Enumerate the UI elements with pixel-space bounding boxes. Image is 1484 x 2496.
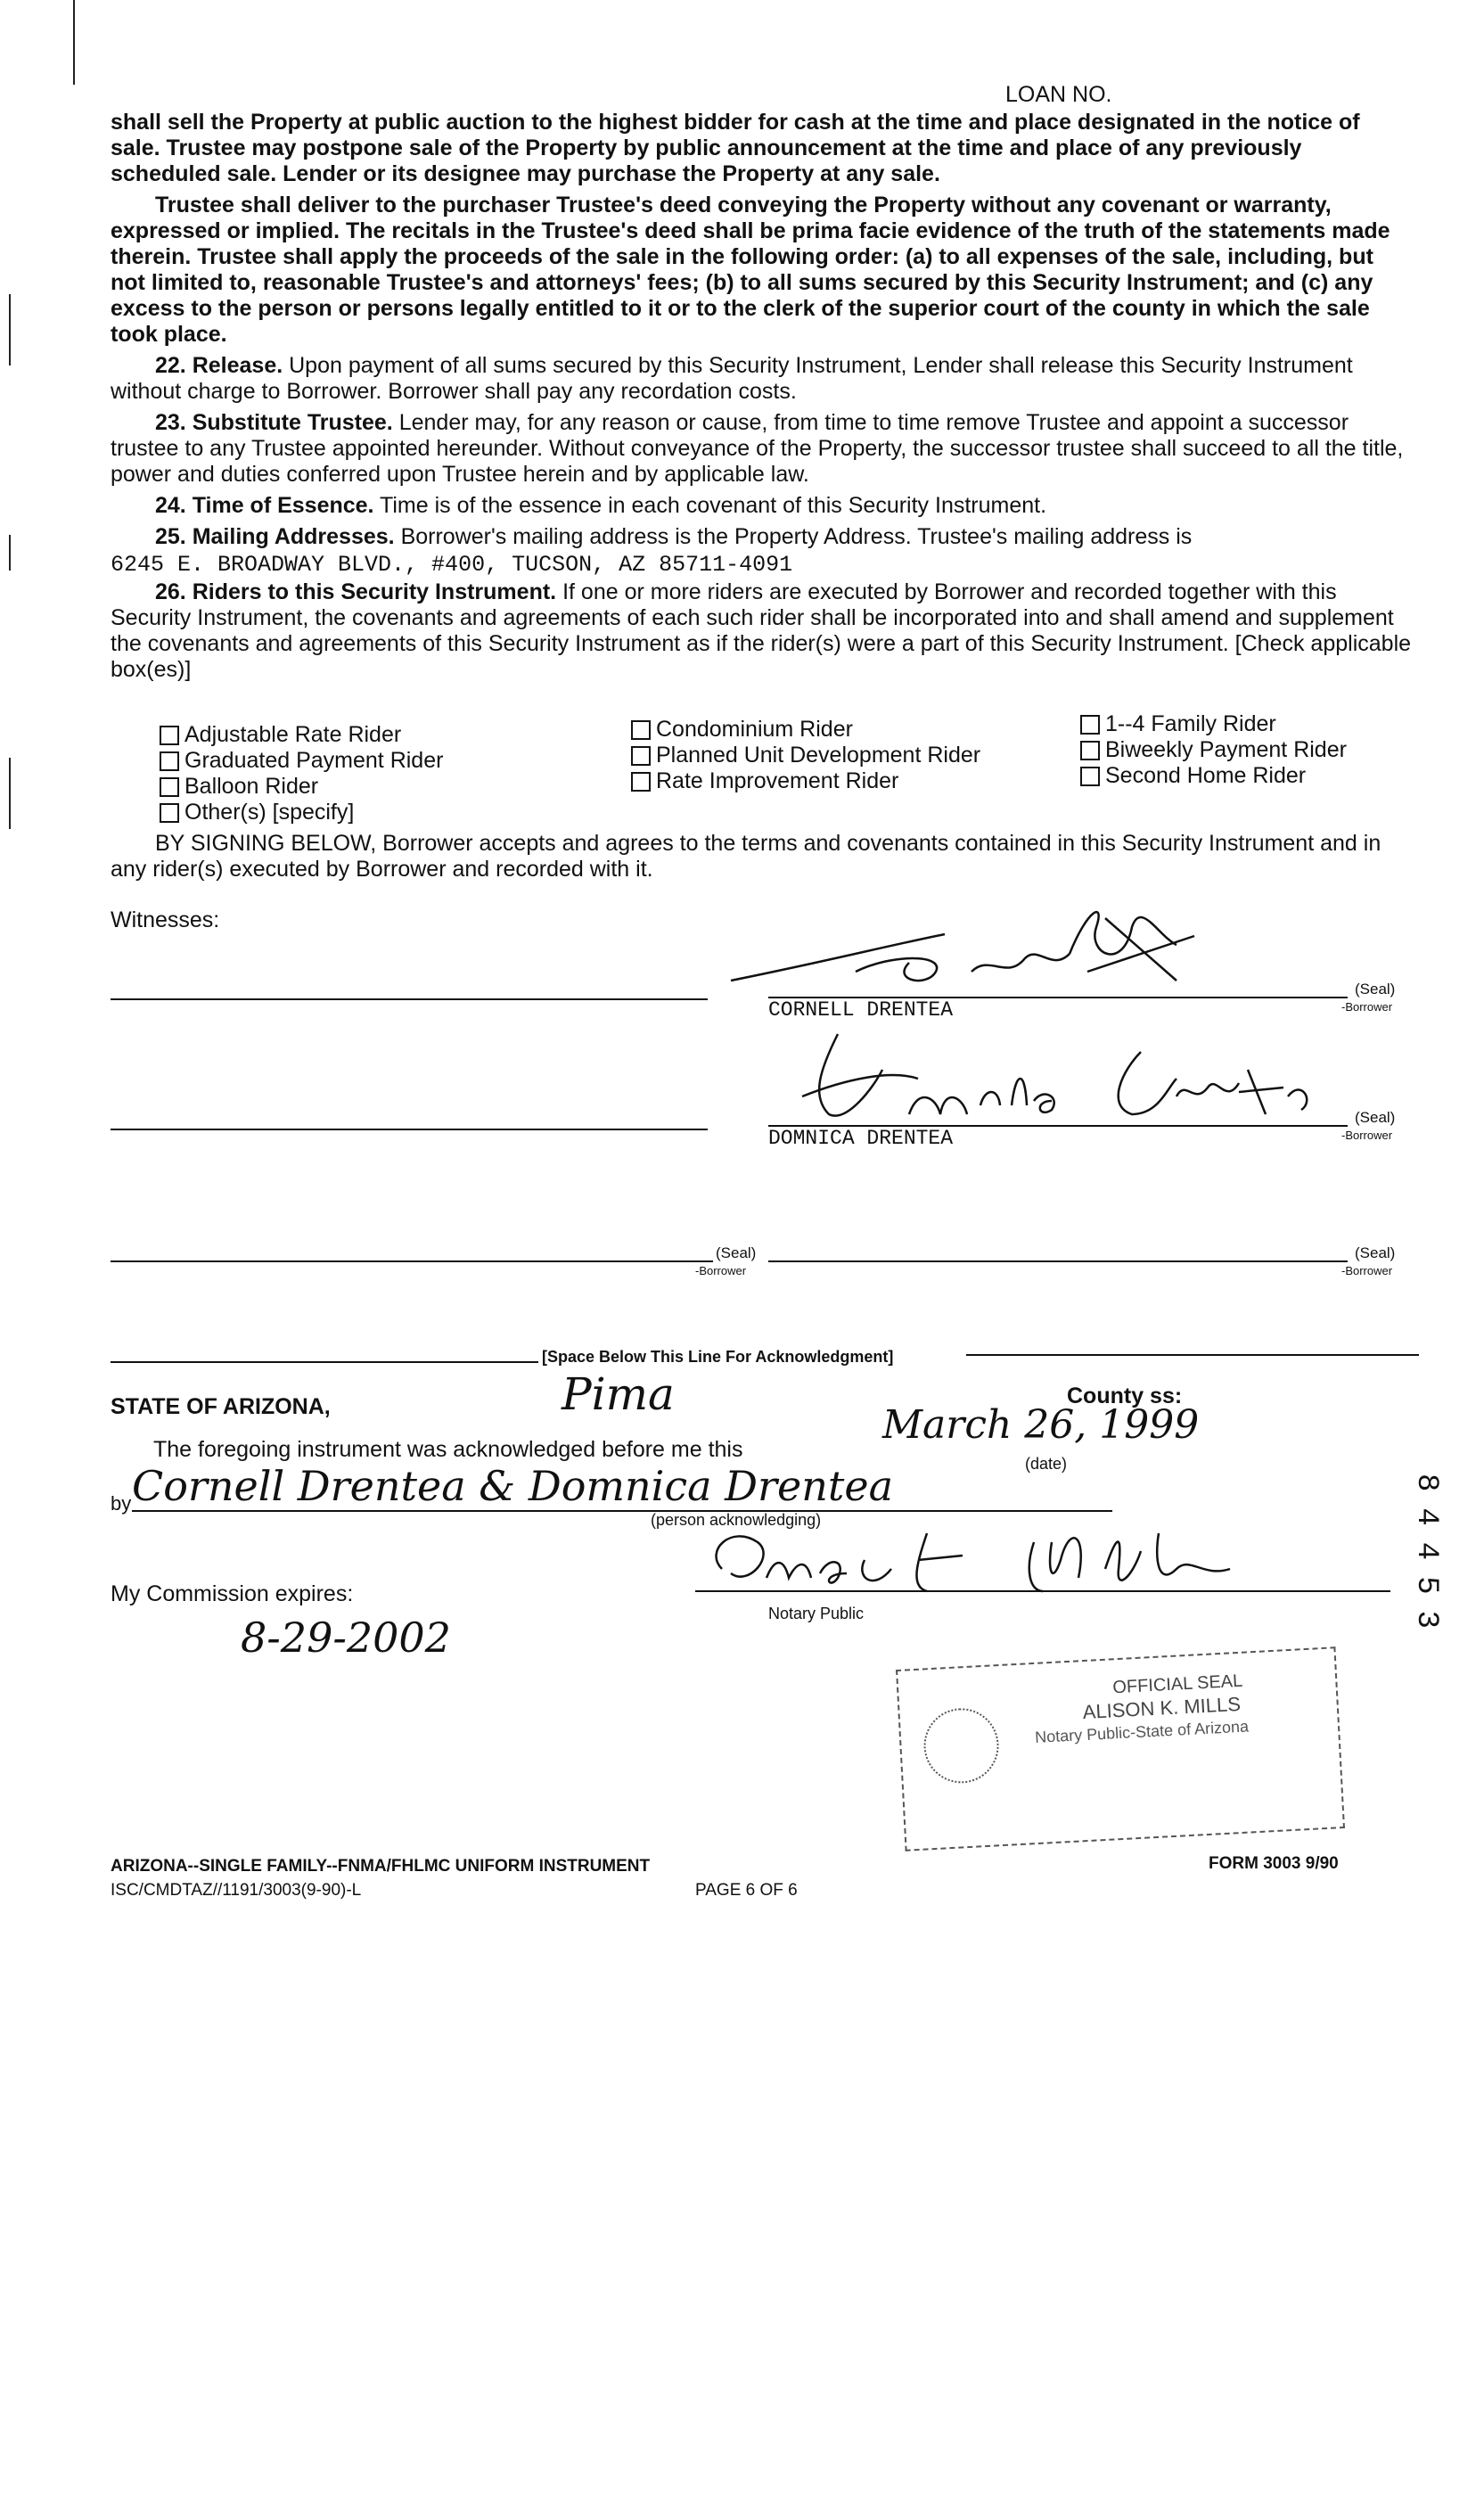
rider-label: Rate Improvement Rider <box>656 768 899 793</box>
checkbox-icon[interactable] <box>631 720 651 740</box>
section-text: Borrower's mailing address is the Property Address. Trustee's mailing address is <box>400 524 1193 549</box>
rider-label: Biweekly Payment Rider <box>1105 737 1347 762</box>
rider-second-home[interactable] <box>1080 763 1306 789</box>
section-title: 22. Release. <box>155 353 283 378</box>
checkbox-icon[interactable] <box>1080 767 1100 786</box>
checkbox-icon[interactable] <box>160 803 179 823</box>
by-label: by <box>111 1492 132 1515</box>
signing-text: BY SIGNING BELOW, Borrower accepts and agrees to the terms and covenants contained in this Security Instrument and in any rider(s) executed by Borrower and recorded with it. <box>111 831 1382 882</box>
date-caption: (date) <box>1025 1455 1068 1473</box>
borrower1-name: CORNELL DRENTEA <box>768 998 954 1022</box>
form-number: FORM 3003 9/90 <box>1209 1854 1339 1873</box>
rider-label: Planned Unit Development Rider <box>656 743 981 768</box>
notary-seal-icon <box>922 1706 1000 1785</box>
borrower-label: -Borrower <box>1341 1000 1393 1014</box>
rider-label: Condominium Rider <box>656 717 853 742</box>
rider-label: Other(s) [specify] <box>184 800 355 825</box>
margin-mark <box>9 535 11 571</box>
margin-stamp <box>1390 1435 1462 1720</box>
rider-balloon[interactable] <box>160 774 318 800</box>
checkbox-icon[interactable] <box>1080 715 1100 735</box>
county-handwritten: Pima <box>562 1368 675 1420</box>
trustee-address: 6245 E. BROADWAY BLVD., #400, TUCSON, AZ 85711-4091 <box>111 552 793 578</box>
rider-planned-unit[interactable] <box>631 743 980 768</box>
rider-label: 1--4 Family Rider <box>1105 711 1276 736</box>
riders-checklist <box>111 711 1412 829</box>
notary-caption: Notary Public <box>768 1605 865 1622</box>
stamp-line1: OFFICIAL SEAL <box>1111 1671 1243 1698</box>
foregoing-text: The foregoing instrument was acknowledged before me this <box>153 1437 743 1462</box>
rider-rate-improvement[interactable] <box>631 768 898 794</box>
section-title: 26. Riders to this Security Instrument. <box>155 579 557 604</box>
rider-graduated-payment[interactable] <box>160 748 443 774</box>
section-26 <box>111 579 1412 683</box>
section-text: Upon payment of all sums secured by this Security Instrument, Lender shall release this Security Instrument without charge to Borrower. Borrower shall pay any recordation costs. <box>111 353 1353 404</box>
seal-label: (Seal) <box>716 1244 757 1261</box>
commission-label: My Commission expires: <box>111 1581 354 1606</box>
rider-condominium[interactable] <box>631 717 853 743</box>
rider-biweekly[interactable] <box>1080 737 1347 763</box>
borrower2-signature <box>767 1016 1319 1132</box>
section-23 <box>111 410 1412 488</box>
witness-line <box>111 1129 708 1130</box>
borrower-label: -Borrower <box>1341 1129 1393 1142</box>
rider-family[interactable] <box>1080 711 1276 737</box>
seal-label: (Seal) <box>1355 1244 1396 1261</box>
section-title: 23. Substitute Trustee. <box>155 410 393 435</box>
witness-line <box>111 998 708 1000</box>
date-handwritten: March 26, 1999 <box>882 1402 1200 1448</box>
section-text: Lender may, for any reason or cause, from time to time remove Trustee and appoint a successor trustee to any Trustee appointed hereunder. Without conveyance of the Property, the successor trustee shall succeed to all the title, power and duties conferred upon Trustee herein and by applicable law. <box>111 410 1404 487</box>
checkbox-icon[interactable] <box>631 772 651 792</box>
checkbox-icon[interactable] <box>1080 741 1100 760</box>
form-title: ARIZONA--SINGLE FAMILY--FNMA/FHLMC UNIFORM INSTRUMENT <box>111 1857 651 1876</box>
section-text: Time is of the essence in each covenant of this Security Instrument. <box>380 493 1047 518</box>
seal-label: (Seal) <box>1355 981 1396 998</box>
rider-label: Adjustable Rate Rider <box>184 722 402 747</box>
stamp-line2: ALISON K. MILLS <box>1082 1692 1242 1724</box>
loan-number-label: LOAN NO. <box>1005 82 1112 107</box>
rider-label: Graduated Payment Rider <box>184 748 444 773</box>
acknowledgment-divider-label: [Space Below This Line For Acknowledgment] <box>542 1348 894 1366</box>
borrower-label: -Borrower <box>1341 1264 1393 1277</box>
official-seal-stamp <box>896 1646 1345 1851</box>
margin-mark <box>9 294 11 365</box>
paragraph-sale: shall sell the Property at public auction to the highest bidder for cash at the time and place designated in the notice of sale. Trustee may postpone sale of the Property by public announcement at the time and place of any previously scheduled sale. Lender or its designee may purchase the Property at any sale. <box>111 110 1360 186</box>
section-title: 25. Mailing Addresses. <box>155 524 395 549</box>
acknowledgment-divider-right <box>966 1354 1419 1356</box>
section-title: 24. Time of Essence. <box>155 493 374 518</box>
seal-label: (Seal) <box>1355 1109 1396 1126</box>
section-24 <box>111 493 1412 519</box>
borrower3-line <box>111 1260 713 1262</box>
commission-date: 8-29-2002 <box>241 1613 451 1662</box>
rider-others[interactable] <box>160 800 354 825</box>
section-25 <box>111 524 1412 550</box>
persons-handwritten: Cornell Drentea & Domnica Drentea <box>132 1462 894 1510</box>
checkbox-icon[interactable] <box>160 751 179 771</box>
borrower1-signature <box>713 891 1212 998</box>
borrower4-line <box>768 1260 1348 1262</box>
borrower-label: -Borrower <box>695 1264 747 1277</box>
rider-adjustable-rate[interactable] <box>160 722 401 748</box>
checkbox-icon[interactable] <box>631 746 651 766</box>
checkbox-icon[interactable] <box>160 777 179 797</box>
page-number: PAGE 6 OF 6 <box>695 1881 798 1900</box>
section-22 <box>111 353 1412 405</box>
state-label: STATE OF ARIZONA, <box>111 1394 331 1419</box>
stamp-line3: Notary Public-State of Arizona <box>1034 1717 1250 1746</box>
checkbox-icon[interactable] <box>160 726 179 745</box>
acknowledgment-divider-left <box>111 1361 538 1363</box>
deed-body <box>111 110 1412 688</box>
borrower2-name: DOMNICA DRENTEA <box>768 1127 954 1150</box>
section-text: If one or more riders are executed by Borrower and recorded together with this Security Instrument, the covenants and agreements of each such rider shall be incorporated into and shall amend and supplement the covenants and agreements of this Security Instrument as if the rider(s) were a part of this Security Instrument. [Check applicable box(es)] <box>111 579 1412 682</box>
person-caption: (person acknowledging) <box>651 1511 822 1529</box>
form-code: ISC/CMDTAZ//1191/3003(9-90)-L <box>111 1881 362 1900</box>
notary-line <box>695 1590 1390 1592</box>
margin-mark <box>73 0 75 85</box>
witnesses-label: Witnesses: <box>111 907 220 932</box>
signing-statement <box>111 831 1412 888</box>
rider-label: Second Home Rider <box>1105 763 1307 788</box>
margin-mark <box>9 758 11 829</box>
rider-label: Balloon Rider <box>184 774 319 799</box>
paragraph-trustee-deed: Trustee shall deliver to the purchaser Trustee's deed conveying the Property without any covenant or warranty, expressed or implied. The recitals in the Trustee's deed shall be prima facie evidence of the truth of the statements made therein. Trustee shall apply the proceeds of the sale in the following order: (a) to all expenses of the sale, including, but not limited to, reasonable Trustee's and attorneys' fees; (b) to all sums secured by this Security Instrument; and (c) any excess to the person or persons legally entitled to it or to the clerk of the superior court of the county in which the sale took place. <box>111 193 1390 347</box>
margin-stamp-text: 84453 <box>1409 1473 1443 1646</box>
county-label: County ss: <box>1067 1383 1183 1408</box>
